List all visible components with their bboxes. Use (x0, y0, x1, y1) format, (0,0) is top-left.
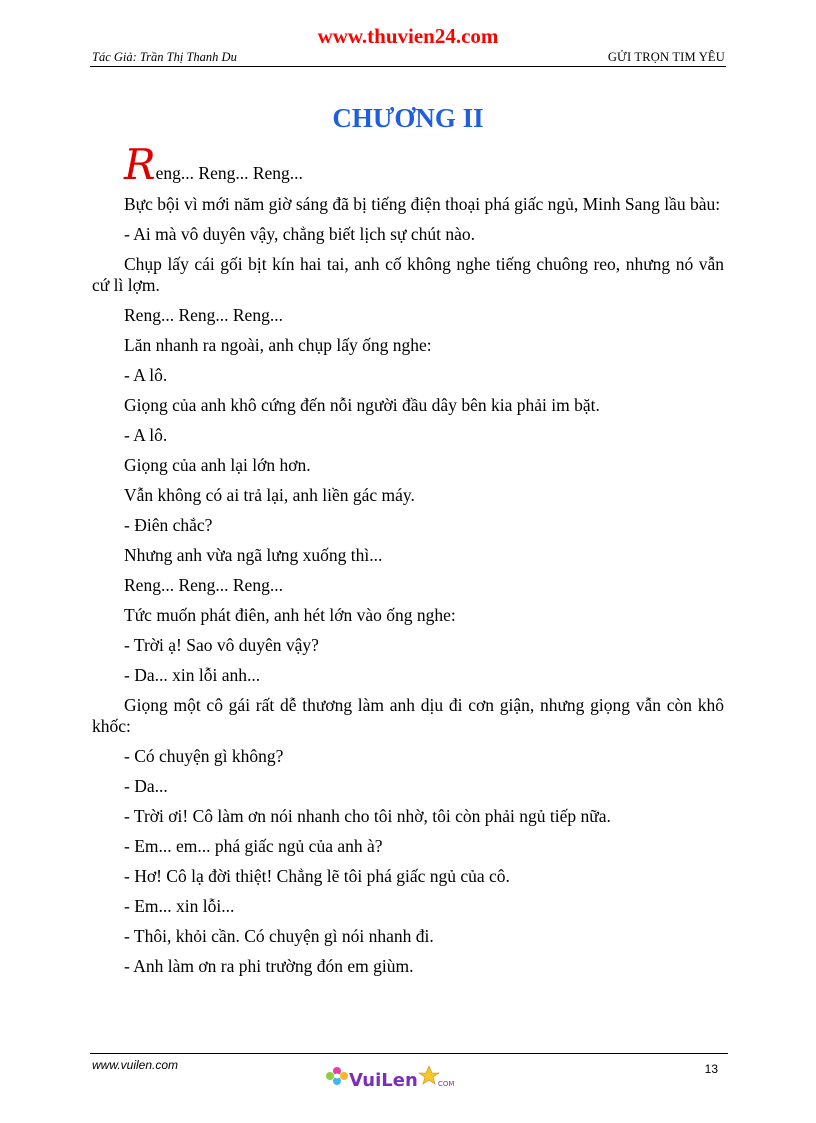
paragraph: Reng... Reng... Reng... (124, 305, 283, 325)
paragraph: Bực bội vì mới năm giờ sáng đã bị tiếng điện thoại phá giấc ngủ, Minh Sang lầu bàu: (124, 194, 721, 214)
vuilen-logo (325, 1062, 485, 1096)
drop-cap: R (124, 140, 156, 189)
paragraph: Tức muốn phát điên, anh hét lớn vào ống nghe: (124, 605, 456, 625)
site-url[interactable]: www.thuvien24.com (317, 24, 499, 48)
paragraph: - Da... xin lỗi anh... (124, 665, 261, 685)
opening-line (92, 140, 724, 194)
paragraph: - Ai mà vô duyên vậy, chẳng biết lịch sự chút nào. (124, 224, 475, 244)
footer-divider (90, 1053, 728, 1054)
header-book-title: GỬI TRỌN TIM YÊU (607, 50, 725, 64)
opening-line-text: eng... Reng... Reng... (155, 163, 303, 183)
paragraph: - Trời ơi! Cô làm ơn nói nhanh cho tôi nhờ, tôi còn phải ngủ tiếp nữa. (124, 806, 611, 826)
paragraph: - Trời ạ! Sao vô duyên vậy? (124, 635, 319, 655)
paragraph: - Có chuyện gì không? (124, 746, 284, 766)
paragraph: Vẫn không có ai trả lại, anh liền gác máy. (124, 485, 415, 505)
chapter-body (92, 140, 724, 986)
paragraph: - A lô. (124, 365, 168, 385)
chapter-title: CHƯƠNG II (332, 103, 484, 133)
paragraph: - Hơ! Cô lạ đời thiệt! Chẳng lẽ tôi phá giấc ngủ của cô. (124, 866, 510, 886)
paragraph: - Em... xin lỗi... (124, 896, 235, 916)
paragraph: - A lô. (124, 425, 168, 445)
logo-text: VuiLen (349, 1070, 418, 1091)
paragraph-list (92, 194, 724, 986)
paragraph: - Thôi, khỏi cần. Có chuyện gì nói nhanh đi. (124, 926, 434, 946)
paragraph: Chụp lấy cái gối bịt kín hai tai, anh cố không nghe tiếng chuông reo, nhưng nó vẫn cứ lì lợm. (92, 254, 724, 295)
header-author: Tác Giả: Trần Thị Thanh Du (92, 50, 237, 64)
star-icon (419, 1066, 439, 1084)
flower-icon (326, 1067, 348, 1085)
paragraph: - Da... (124, 776, 168, 796)
header-divider (90, 66, 726, 67)
paragraph: Giọng một cô gái rất dễ thương làm anh dịu đi cơn giận, nhưng giọng vẫn còn khô khốc: (92, 695, 724, 736)
paragraph: Nhưng anh vừa ngã lưng xuống thì... (124, 545, 383, 565)
footer-url[interactable]: www.vuilen.com (92, 1058, 179, 1072)
paragraph: - Anh làm ơn ra phi trường đón em giùm. (124, 956, 414, 976)
logo-suffix: COM (438, 1080, 455, 1088)
paragraph: - Điên chắc? (124, 515, 213, 535)
paragraph: Giọng của anh khô cứng đến nỗi người đầu dây bên kia phải im bặt. (124, 395, 600, 415)
paragraph: Reng... Reng... Reng... (124, 575, 283, 595)
paragraph: Giọng của anh lại lớn hơn. (124, 455, 311, 475)
paragraph: - Em... em... phá giấc ngủ của anh à? (124, 836, 383, 856)
page-number: 13 (704, 1062, 718, 1076)
paragraph: Lăn nhanh ra ngoài, anh chụp lấy ống nghe: (124, 335, 432, 355)
